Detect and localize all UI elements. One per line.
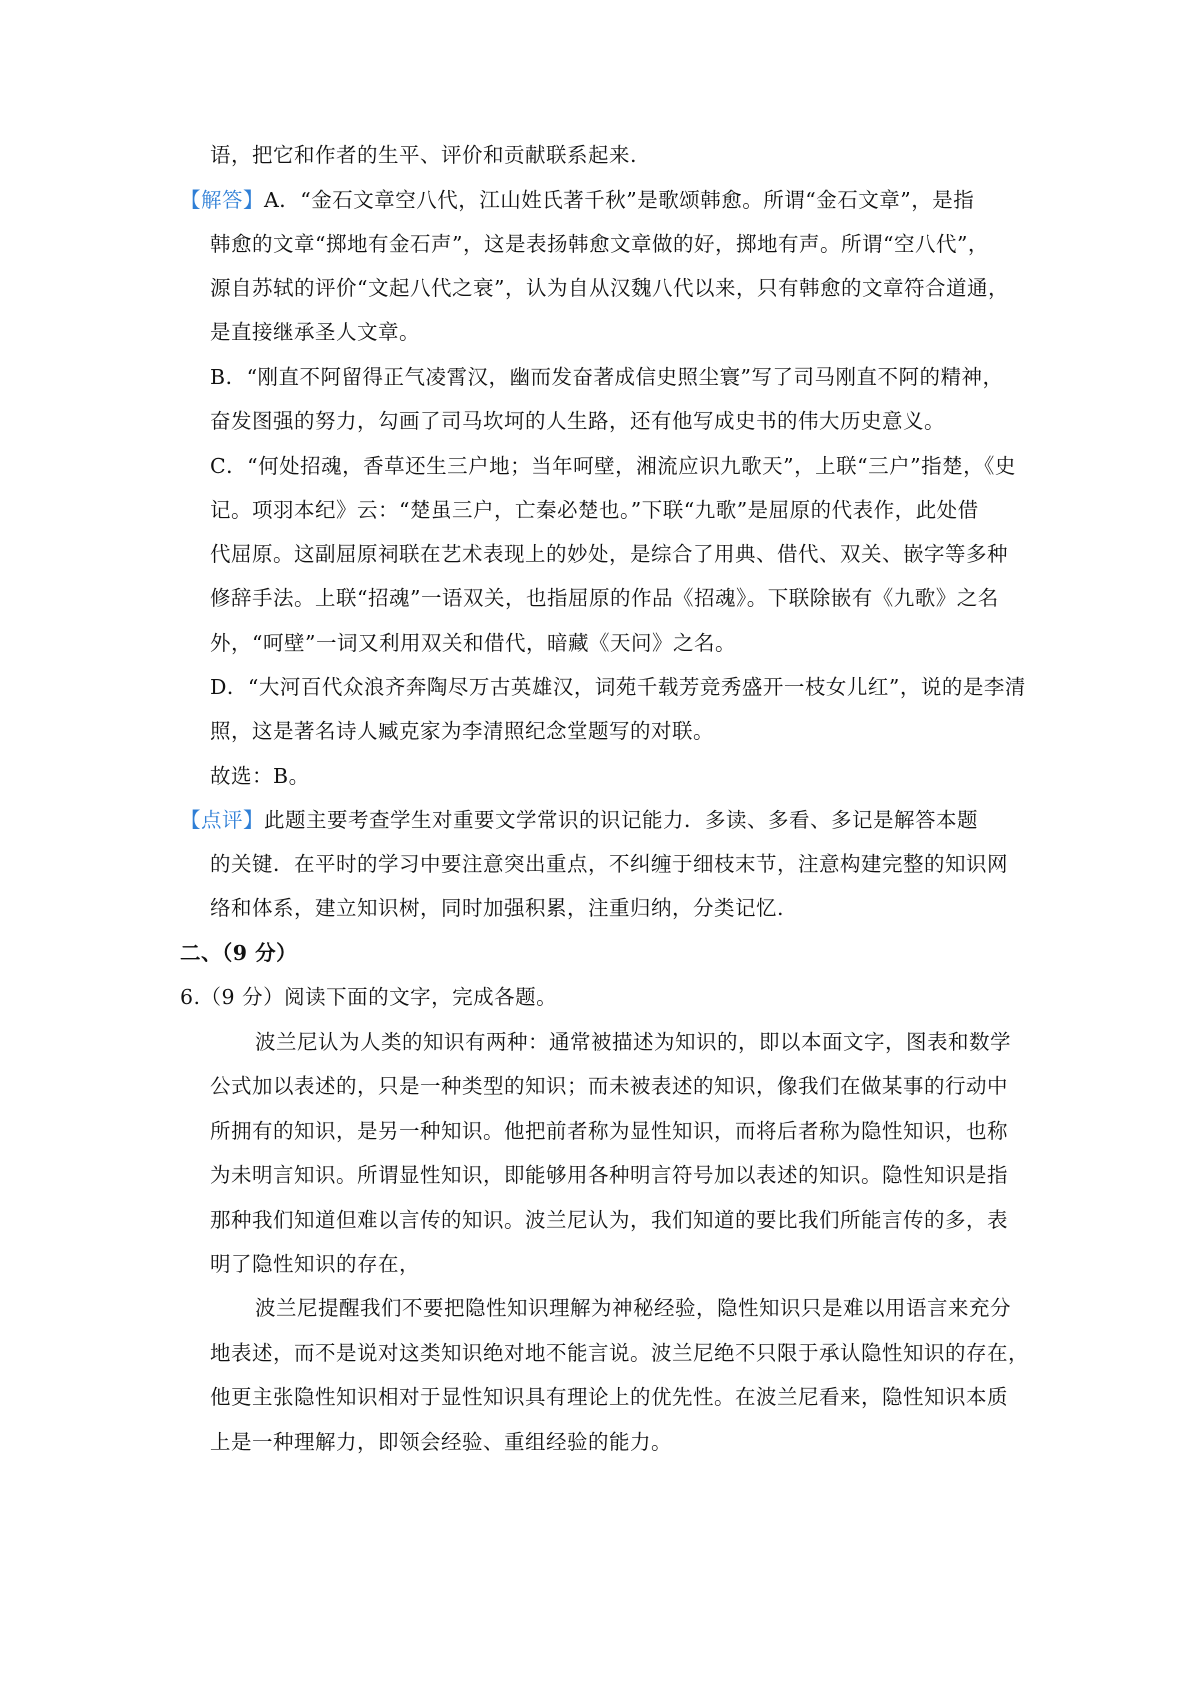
text-line (210, 761, 1030, 791)
question-text: 6.（9 分）阅读下面的文字，完成各题。 (180, 985, 558, 1009)
text-line (210, 140, 1030, 170)
passage-line (255, 1293, 1075, 1323)
line-text: 故选：B。 (210, 764, 310, 788)
text-line (210, 495, 1030, 525)
answer-tag: 【解答】 (180, 188, 264, 212)
line-text: 波兰尼提醒我们不要把隐性知识理解为神秘经验，隐性知识只是难以用语言来充分 (255, 1296, 1011, 1320)
line-text: C．“何处招魂，香草还生三户地；当年呵壁，湘流应识九歌天”，上联“三户”指楚，《史 (210, 454, 1016, 478)
text-line (210, 893, 1030, 923)
text-line (210, 406, 1030, 436)
line-text: D．“大河百代众浪齐奔陶尽万古英雄汉，词苑千载芳竞秀盛开一枝女儿红”，说的是李清 (210, 675, 1026, 699)
text-line (210, 451, 1030, 481)
text-line (210, 539, 1030, 569)
text-line (210, 317, 1030, 347)
line-text: 络和体系，建立知识树，同时加强积累，注重归纳，分类记忆. (210, 896, 785, 920)
line-text: 地表述，而不是说对这类知识绝对地不能言说。波兰尼绝不只限于承认隐性知识的存在， (210, 1341, 1029, 1365)
line-text: 是直接继承圣人文章。 (210, 320, 420, 344)
passage-line (210, 1071, 1030, 1101)
text-line (210, 672, 1030, 702)
passage-line (210, 1116, 1030, 1146)
line-text: 外，“呵壁”一词又利用双关和借代，暗藏《天问》之名。 (210, 631, 736, 655)
passage-line (255, 1027, 1075, 1057)
line-text: 的关键．在平时的学习中要注意突出重点，不纠缠于细枝末节，注意构建完整的知识网 (210, 852, 1008, 876)
line-text: 语，把它和作者的生平、评价和贡献联系起来. (210, 143, 638, 167)
line-text: 他更主张隐性知识相对于显性知识具有理论上的优先性。在波兰尼看来，隐性知识本质 (210, 1385, 1008, 1409)
text-line (210, 362, 1030, 392)
line-text: 所拥有的知识，是另一种知识。他把前者称为显性知识，而将后者称为隐性知识，也称 (210, 1119, 1008, 1143)
line-text: 那种我们知道但难以言传的知识。波兰尼认为，我们知道的要比我们所能言传的多，表 (210, 1208, 1008, 1232)
passage-line (210, 1338, 1030, 1368)
line-text: B．“刚直不阿留得正气凌霄汉，幽而发奋著成信史照尘寰”写了司马刚直不阿的精神， (210, 365, 1004, 389)
text-line (210, 229, 1030, 259)
line-text: 公式加以表述的，只是一种类型的知识；而未被表述的知识，像我们在做某事的行动中 (210, 1074, 1008, 1098)
line-text: 上是一种理解力，即领会经验、重组经验的能力。 (210, 1430, 672, 1454)
line-text: 明了隐性知识的存在， (210, 1252, 420, 1276)
section-heading (180, 938, 1000, 968)
line-text: 源自苏轼的评价“文起八代之衰”，认为自从汉魏八代以来，只有韩愈的文章符合道通， (210, 276, 1009, 300)
line-text: 波兰尼认为人类的知识有两种：通常被描述为知识的，即以本面文字，图表和数学 (255, 1030, 1011, 1054)
line-text: 代屈原。这副屈原祠联在艺术表现上的妙处，是综合了用典、借代、双关、嵌字等多种 (210, 542, 1008, 566)
line-text: 此题主要考查学生对重要文学常识的识记能力．多读、多看、多记是解答本题 (264, 808, 978, 832)
section-heading-text: 二、（9 分） (180, 941, 298, 965)
line-text: 韩愈的文章“掷地有金石声”，这是表扬韩愈文章做的好，掷地有声。所谓“空八代”， (210, 232, 989, 256)
line-text: 为未明言知识。所谓显性知识，即能够用各种明言符号加以表述的知识。隐性知识是指 (210, 1163, 1008, 1187)
line-text: 照，这是著名诗人臧克家为李清照纪念堂题写的对联。 (210, 719, 714, 743)
question-heading (180, 982, 1000, 1012)
passage-line (210, 1160, 1030, 1190)
answer-line (180, 185, 1000, 215)
passage-line (210, 1382, 1030, 1412)
line-text: A．“金石文章空八代，江山姓氏著千秋”是歌颂韩愈。所谓“金石文章”，是指 (264, 188, 975, 212)
line-text: 奋发图强的努力，勾画了司马坎坷的人生路，还有他写成史书的伟大历史意义。 (210, 409, 945, 433)
line-text: 修辞手法。上联“招魂”一语双关，也指屈原的作品《招魂》。下联除嵌有《九歌》之名 (210, 586, 999, 610)
review-tag: 【点评】 (180, 808, 264, 832)
line-text: 记。项羽本纪》云：“楚虽三户，亡秦必楚也。”下联“九歌”是屈原的代表作，此处借 (210, 498, 979, 522)
review-line (180, 805, 1000, 835)
text-line (210, 716, 1030, 746)
text-line (210, 273, 1030, 303)
passage-line (210, 1427, 1030, 1457)
text-line (210, 628, 1030, 658)
passage-line (210, 1249, 1030, 1279)
passage-line (210, 1205, 1030, 1235)
text-line (210, 849, 1030, 879)
text-line (210, 583, 1030, 613)
